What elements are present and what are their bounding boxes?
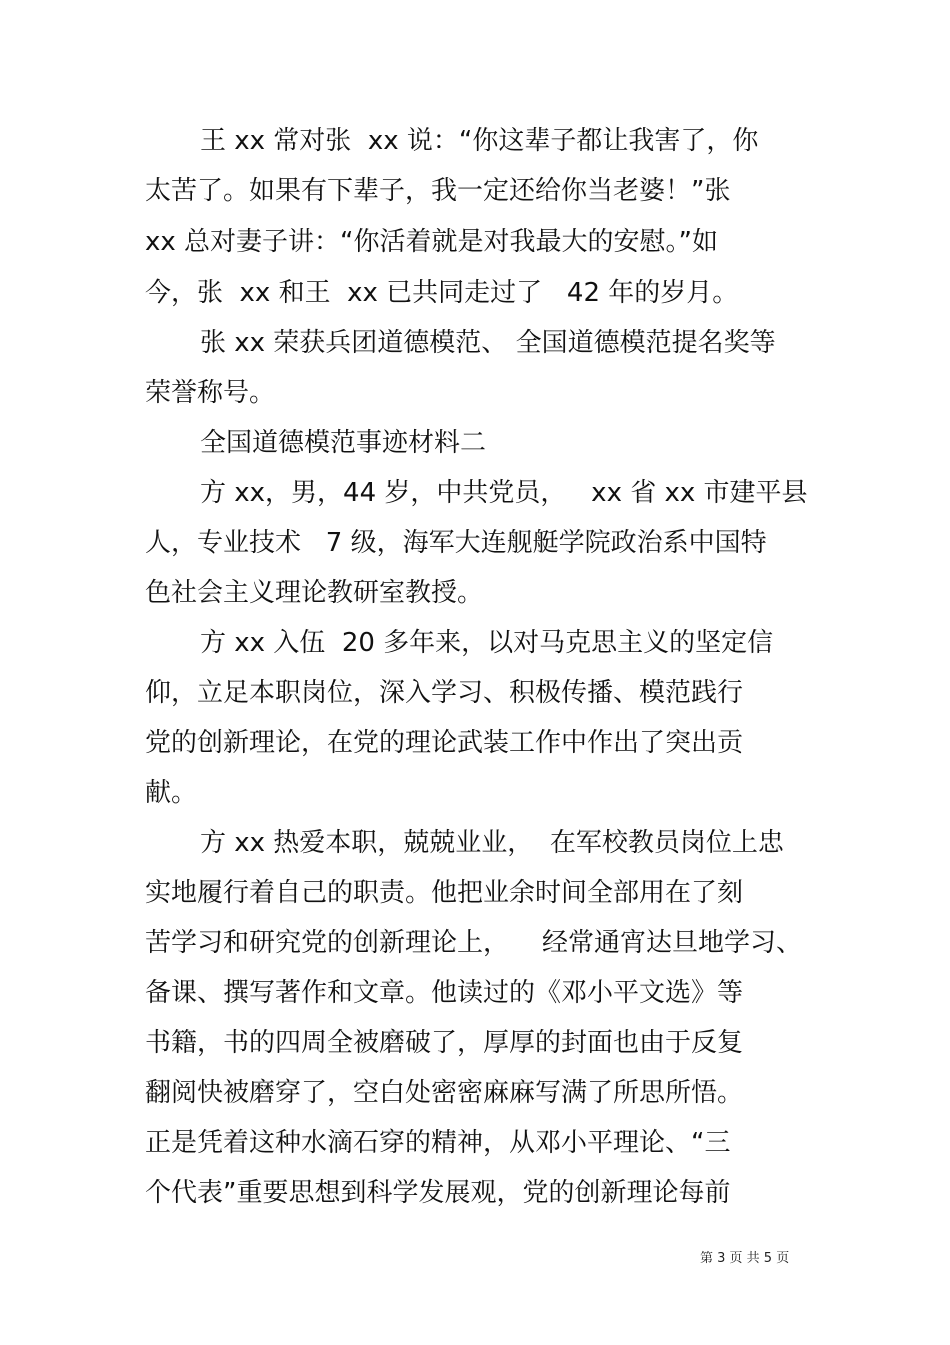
text-line: 色社会主义理论教研室教授。 xyxy=(145,578,484,608)
text-line: 正是凭着这种水滴石穿的精神，从邓小平理论、“三 xyxy=(145,1128,731,1158)
text-line: 今，张 xx 和王 xx 已共同走过了 42 年的岁月。 xyxy=(145,278,739,308)
text-line: 方 xx 入伍 20 多年来，以对马克思主义的坚定信 xyxy=(200,628,774,658)
section-heading: 全国道德模范事迹材料二 xyxy=(200,428,487,458)
text-line: 太苦了。如果有下辈子，我一定还给你当老婆！”张 xyxy=(145,176,731,206)
text-line: 献。 xyxy=(145,778,198,808)
text-line: 方 xx，男，44 岁，中共党员， xx 省 xx 市建平县 xyxy=(200,478,808,508)
text-line: 荣誉称号。 xyxy=(145,378,276,408)
text-line: 张 xx 荣获兵团道德模范、 全国道德模范提名奖等 xyxy=(200,328,776,358)
text-line: 苦学习和研究党的创新理论上， 经常通宵达旦地学习、 xyxy=(145,928,803,958)
text-line: 备课、撰写著作和文章。他读过的《邓小平文选》等 xyxy=(145,978,744,1008)
text-line: 方 xx 热爱本职，兢兢业业， 在军校教员岗位上忠 xyxy=(200,828,784,858)
text-line: xx 总对妻子讲：“你活着就是对我最大的安慰。”如 xyxy=(145,227,718,257)
text-line: 党的创新理论，在党的理论武装工作中作出了突出贡 xyxy=(145,728,744,758)
text-line: 人，专业技术 7 级，海军大连舰艇学院政治系中国特 xyxy=(145,528,767,558)
text-line: 个代表”重要思想到科学发展观，党的创新理论每前 xyxy=(145,1178,731,1208)
text-line: 书籍，书的四周全被磨破了，厚厚的封面也由于反复 xyxy=(145,1028,744,1058)
text-line: 实地履行着自己的职责。他把业余时间全部用在了刻 xyxy=(145,878,744,908)
text-line: 翻阅快被磨穿了，空白处密密麻麻写满了所思所悟。 xyxy=(145,1078,744,1108)
text-line: 王 xx 常对张 xx 说：“你这辈子都让我害了，你 xyxy=(200,126,759,156)
page-number-footer: 第 3 页 共 5 页 xyxy=(700,1251,790,1266)
text-line: 仰，立足本职岗位，深入学习、积极传播、模范践行 xyxy=(145,678,744,708)
